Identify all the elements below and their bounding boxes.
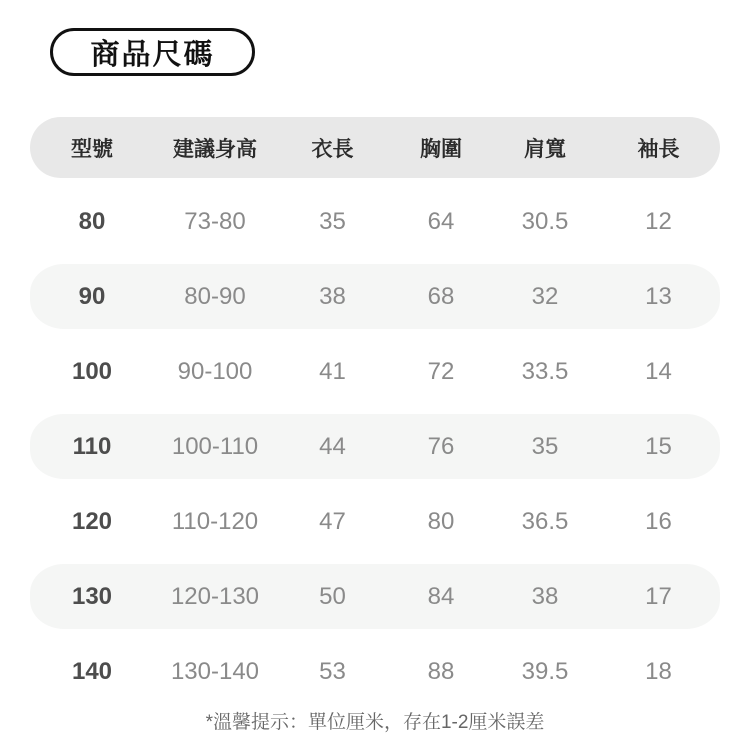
table-row-110 <box>30 409 720 484</box>
model-cell: 80 <box>78 207 106 235</box>
column-header-sleeve: 袖長 <box>637 137 680 161</box>
size-table <box>30 117 720 709</box>
table-row-130 <box>30 559 720 634</box>
length-cell: 50 <box>319 582 346 610</box>
height-cell: 73-80 <box>184 207 246 235</box>
length-cell: 44 <box>319 432 346 460</box>
chest-cell: 84 <box>427 582 455 610</box>
length-cell: 38 <box>319 282 346 310</box>
model-cell: 110 <box>72 432 112 460</box>
table-body <box>30 184 720 709</box>
chest-cell: 72 <box>427 357 455 385</box>
height-cell: 130-140 <box>170 657 260 685</box>
chest-cell: 68 <box>427 282 455 310</box>
length-cell: 47 <box>319 507 346 535</box>
column-header-chest: 胸圍 <box>420 137 462 161</box>
sleeve-cell: 12 <box>645 207 672 235</box>
shoulder-cell: 36.5 <box>521 507 569 535</box>
chest-cell: 88 <box>427 657 455 685</box>
model-cell: 90 <box>78 282 106 310</box>
table-row-90 <box>30 259 720 334</box>
table-row-100 <box>30 334 720 409</box>
shoulder-cell: 30.5 <box>521 207 569 235</box>
size-chart-title-label: 商品尺碼 <box>90 38 215 71</box>
sleeve-cell: 13 <box>645 282 672 310</box>
chest-cell: 80 <box>427 507 455 535</box>
height-cell: 80-90 <box>184 282 246 310</box>
model-cell: 140 <box>71 657 113 685</box>
shoulder-cell: 33.5 <box>521 357 569 385</box>
shoulder-cell: 38 <box>531 582 559 610</box>
shoulder-cell: 32 <box>531 282 559 310</box>
column-header-height: 建議身高 <box>173 137 257 161</box>
length-cell: 35 <box>319 207 346 235</box>
chest-cell: 76 <box>427 432 455 460</box>
table-row-140 <box>30 634 720 709</box>
model-cell: 120 <box>71 507 113 535</box>
height-cell: 90-100 <box>177 357 253 385</box>
table-header-row <box>30 117 720 178</box>
sleeve-cell: 16 <box>645 507 672 535</box>
chest-cell: 64 <box>427 207 455 235</box>
height-cell: 100-110 <box>171 432 259 460</box>
sleeve-cell: 15 <box>645 432 672 460</box>
column-header-shoulder: 肩寬 <box>524 137 566 161</box>
table-row-80 <box>30 184 720 259</box>
table-row-120 <box>30 484 720 559</box>
model-cell: 100 <box>71 357 113 385</box>
length-cell: 53 <box>319 657 346 685</box>
unit-footnote: *溫馨提示：單位厘米，存在1-2厘米誤差 <box>205 712 545 733</box>
shoulder-cell: 35 <box>531 432 559 460</box>
sleeve-cell: 14 <box>645 357 672 385</box>
height-cell: 110-120 <box>171 507 259 535</box>
column-header-model: 型號 <box>71 137 113 161</box>
sleeve-cell: 18 <box>645 657 672 685</box>
model-cell: 130 <box>71 582 113 610</box>
size-chart-title-badge <box>50 28 255 76</box>
column-header-length: 衣長 <box>311 137 354 161</box>
shoulder-cell: 39.5 <box>521 657 569 685</box>
height-cell: 120-130 <box>170 582 260 610</box>
length-cell: 41 <box>319 357 346 385</box>
sleeve-cell: 17 <box>645 582 672 610</box>
